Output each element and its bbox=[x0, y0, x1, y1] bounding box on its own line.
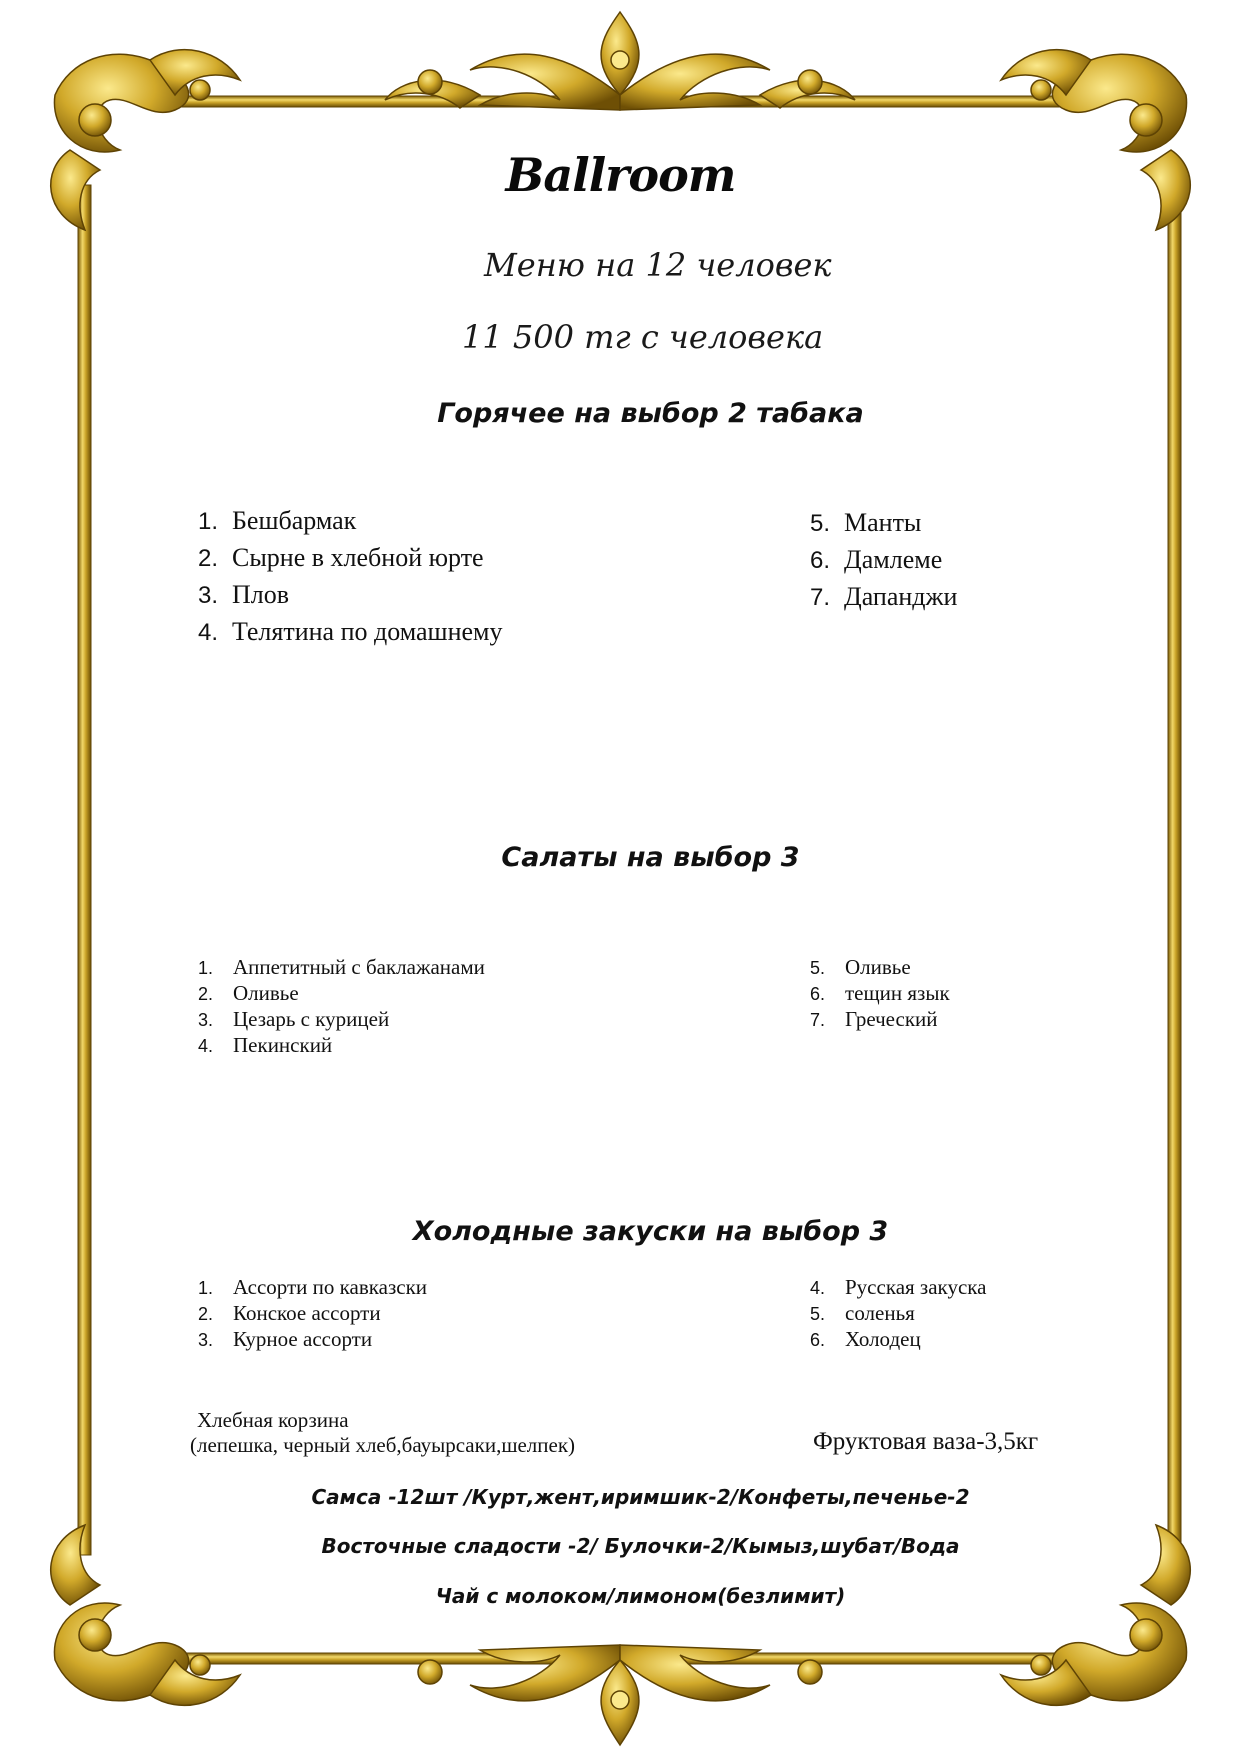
item-text: Бешбармак bbox=[232, 506, 357, 535]
list-item bbox=[810, 1007, 950, 1033]
list-item bbox=[810, 508, 957, 545]
top-right-corner-ornament bbox=[1001, 50, 1190, 230]
item-number: 2. bbox=[198, 984, 214, 1004]
item-number: 1. bbox=[198, 508, 219, 535]
menu-subtitle: Меню на 12 человек bbox=[484, 246, 832, 284]
list-item bbox=[198, 580, 503, 617]
cold-section-title: Холодные закуски на выбор 3 bbox=[412, 1216, 889, 1247]
price-per-person: 11 500 тг с человека bbox=[462, 318, 824, 356]
item-number: 2. bbox=[198, 545, 219, 572]
list-item bbox=[810, 1301, 986, 1327]
item-number: 5. bbox=[810, 1304, 826, 1324]
list-item bbox=[198, 1301, 427, 1327]
item-text: Плов bbox=[232, 580, 290, 609]
list-item bbox=[810, 582, 957, 619]
cold-list-right bbox=[810, 1275, 986, 1353]
item-text: Телятина по домашнему bbox=[232, 617, 503, 646]
list-item bbox=[810, 1327, 986, 1353]
list-item bbox=[198, 955, 485, 981]
bread-basket-detail: (лепешка, черный хлеб,бауырсаки,шелпек) bbox=[190, 1433, 576, 1457]
hot-list-left bbox=[198, 506, 503, 654]
item-number: 6. bbox=[810, 547, 831, 574]
item-number: 6. bbox=[810, 984, 826, 1004]
list-item bbox=[810, 545, 957, 582]
bread-basket-title: Хлебная корзина bbox=[197, 1408, 349, 1432]
item-number: 2. bbox=[198, 1304, 214, 1324]
hot-section-title: Горячее на выбор 2 табака bbox=[437, 398, 864, 429]
cold-list-left bbox=[198, 1275, 427, 1353]
item-text: Курное ассорти bbox=[233, 1327, 373, 1351]
list-item bbox=[198, 1007, 485, 1033]
item-text: Аппетитный с баклажанами bbox=[233, 955, 485, 979]
salads-list-right bbox=[810, 955, 950, 1033]
item-text: тещин язык bbox=[845, 981, 950, 1005]
item-text: Цезарь с курицей bbox=[233, 1007, 390, 1031]
item-text: Дамлеме bbox=[844, 545, 943, 574]
item-number: 6. bbox=[810, 1330, 826, 1350]
item-number: 3. bbox=[198, 1010, 214, 1030]
item-number: 5. bbox=[810, 958, 826, 978]
item-text: Оливье bbox=[233, 981, 299, 1005]
salads-list-left bbox=[198, 955, 485, 1059]
item-number: 4. bbox=[810, 1278, 826, 1298]
list-item bbox=[810, 1275, 986, 1301]
item-text: Пекинский bbox=[233, 1033, 333, 1057]
list-item bbox=[198, 1033, 485, 1059]
item-number: 4. bbox=[198, 619, 219, 646]
list-item bbox=[198, 1275, 427, 1301]
item-text: Сырне в хлебной юрте bbox=[232, 543, 484, 572]
item-number: 1. bbox=[198, 1278, 214, 1298]
item-text: Манты bbox=[844, 508, 922, 537]
item-text: Дапанджи bbox=[844, 582, 958, 611]
item-text: Холодец bbox=[845, 1327, 921, 1351]
salads-section-title: Салаты на выбор 3 bbox=[501, 842, 800, 873]
extras-line-3: Чай с молоком/лимоном(безлимит) bbox=[435, 1584, 846, 1608]
list-item bbox=[198, 1327, 427, 1353]
item-number: 5. bbox=[810, 510, 831, 537]
list-item bbox=[198, 543, 503, 580]
page-title: Ballroom bbox=[505, 148, 736, 202]
item-text: Оливье bbox=[845, 955, 911, 979]
hot-list-right bbox=[810, 508, 957, 619]
item-number: 3. bbox=[198, 582, 219, 609]
item-number: 7. bbox=[810, 584, 831, 611]
fruit-vase: Фруктовая ваза-3,5кг bbox=[813, 1428, 1039, 1455]
item-text: Русская закуска bbox=[845, 1275, 987, 1299]
item-number: 7. bbox=[810, 1010, 826, 1030]
item-number: 1. bbox=[198, 958, 214, 978]
top-center-ornament bbox=[385, 12, 855, 110]
item-number: 3. bbox=[198, 1330, 214, 1350]
list-item bbox=[198, 617, 503, 654]
item-text: Конское ассорти bbox=[233, 1301, 381, 1325]
top-left-corner-ornament bbox=[51, 50, 240, 230]
list-item bbox=[198, 981, 485, 1007]
item-text: соленья bbox=[845, 1301, 915, 1325]
list-item bbox=[198, 506, 503, 543]
item-text: Греческий bbox=[845, 1007, 938, 1031]
list-item bbox=[810, 955, 950, 981]
item-number: 4. bbox=[198, 1036, 214, 1056]
extras-line-2: Восточные сладости -2/ Булочки-2/Кымыз,шубат/Вода bbox=[321, 1534, 960, 1558]
extras-line-1: Самса -12шт /Курт,жент,иримшик-2/Конфеты,печенье-2 bbox=[311, 1485, 970, 1509]
list-item bbox=[810, 981, 950, 1007]
item-text: Ассорти по кавказски bbox=[233, 1275, 428, 1299]
